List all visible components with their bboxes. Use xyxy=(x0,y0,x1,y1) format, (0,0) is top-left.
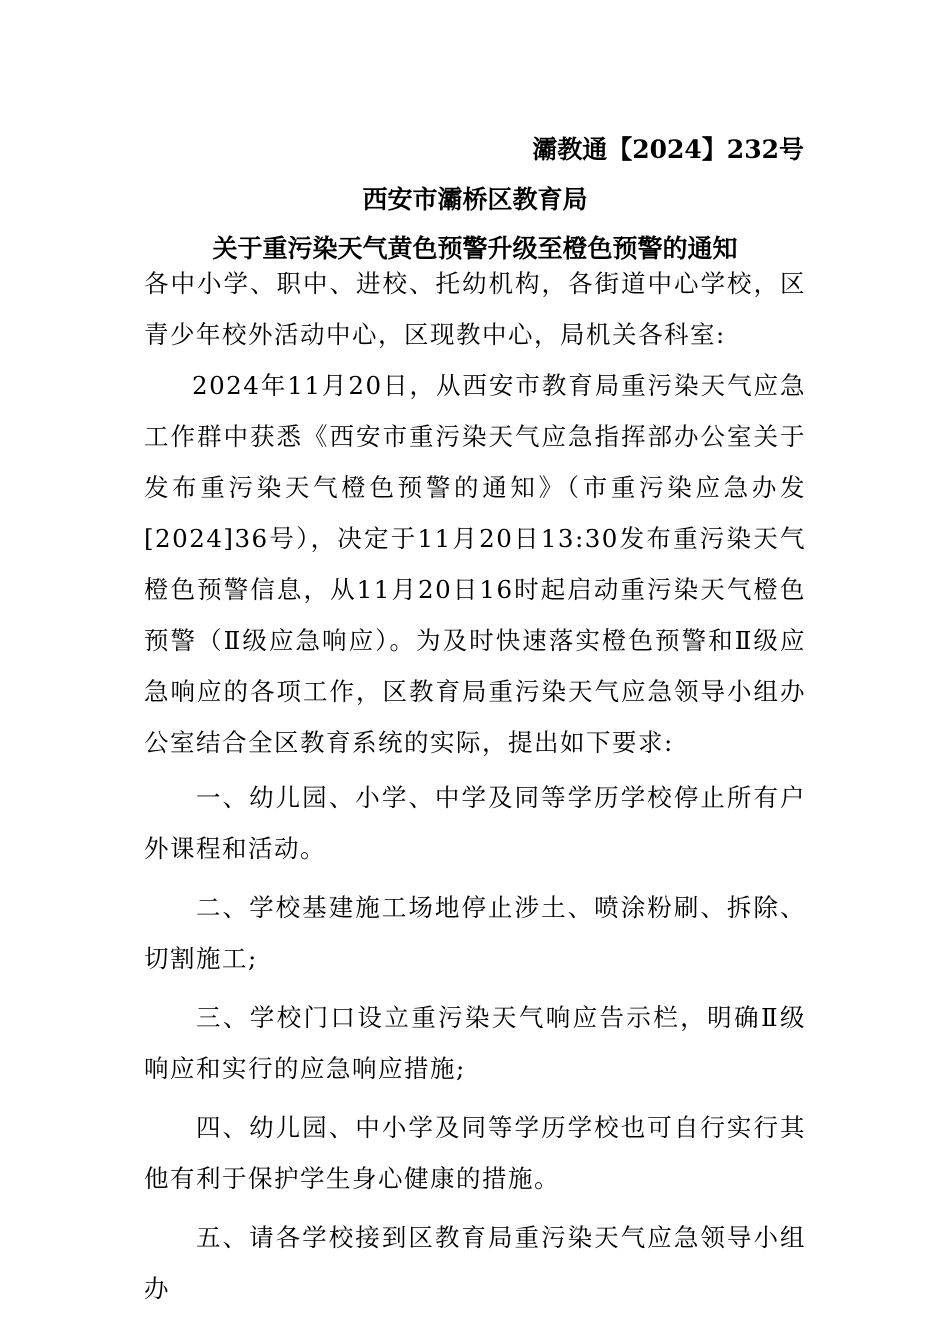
requirement-item-4: 四、幼儿园、中小学及同等学历学校也可自行实行其他有利于保护学生身心健康的措施。 xyxy=(144,1113,806,1193)
issuer-title: 西安市灞桥区教育局 xyxy=(362,185,588,214)
main-paragraph: 2024年11月20日，从西安市教育局重污染天气应急工作群中获悉《西安市重污染天气应急指挥部办公室关于发布重污染天气橙色预警的通知》（市重污染应急办发[2024]36号），决定于11月20日13:30发布重污染天气橙色预警信息，从11月20日16时起启动重污染天气橙色预警（Ⅱ级应急响应）。为及时快速落实橙色预警和Ⅱ级应急响应的各项工作，区教育局重污染天气应急领导小组办公室结合全区教育系统的实际，提出如下要求: xyxy=(144,371,806,757)
requirement-item-1: 一、幼儿园、小学、中学及同等学历学校停止所有户外课程和活动。 xyxy=(144,783,806,863)
addressee: 各中小学、职中、进校、托幼机构，各街道中心学校，区青少年校外活动中心，区现教中心，局机关各科室: xyxy=(144,269,806,349)
document-number: 灞教通【2024】232号 xyxy=(532,135,804,164)
requirement-item-2: 二、学校基建施工场地停止涉土、喷涂粉刷、拆除、切割施工; xyxy=(144,893,806,973)
requirement-item-5: 五、请各学校接到区教育局重污染天气应急领导小组办 xyxy=(144,1223,806,1303)
requirement-item-3: 三、学校门口设立重污染天气响应告示栏，明确Ⅱ级响应和实行的应急响应措施; xyxy=(144,1003,806,1083)
document-body xyxy=(144,258,806,1314)
notice-title: 关于重污染天气黄色预警升级至橙色预警的通知 xyxy=(212,234,738,263)
